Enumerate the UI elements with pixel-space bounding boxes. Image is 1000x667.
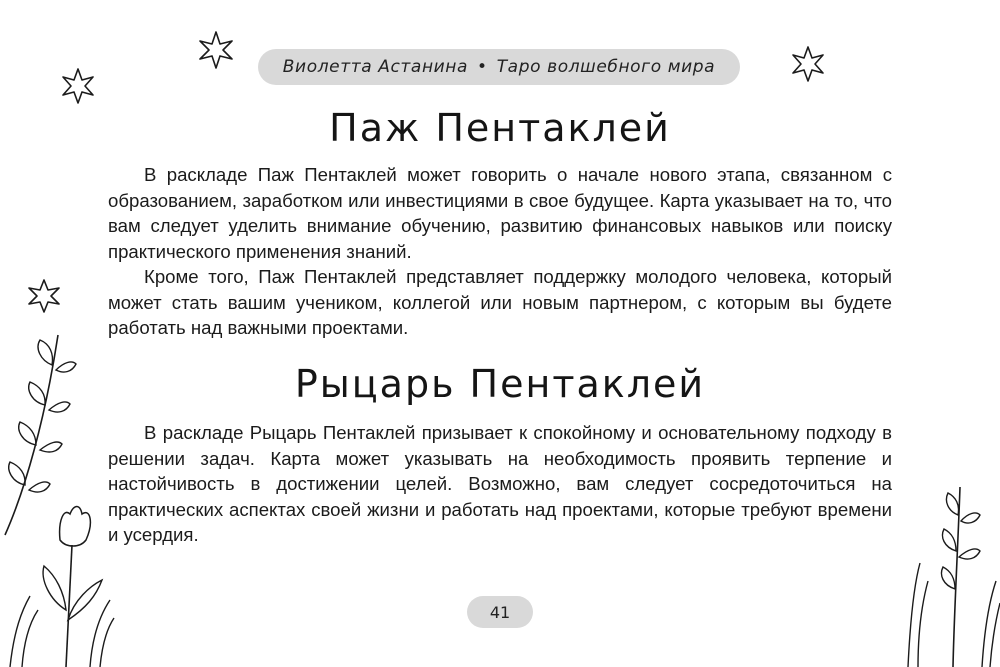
tulip-flower-icon <box>0 500 120 667</box>
grass-blades-icon <box>898 485 1000 667</box>
paragraph: Кроме того, Паж Пентаклей представляет поддержку молодого человека, который может стать вашим учеником, коллегой или новым партнером, с которым вы будете работать над важными проектами. <box>108 266 892 338</box>
sparkle-star-icon <box>788 44 828 84</box>
header-author: Виолетта Астанина <box>282 57 469 77</box>
sparkle-star-icon <box>196 30 236 70</box>
sparkle-star-icon <box>24 276 64 316</box>
section-body-knight-of-pentacles <box>108 420 892 548</box>
page-number: 41 <box>467 596 533 628</box>
section-title-page-of-pentacles: Паж Пентаклей <box>329 106 671 150</box>
section-body-page-of-pentacles <box>108 162 892 341</box>
running-header <box>258 49 740 85</box>
header-book-title: Таро волшебного мира <box>496 57 716 77</box>
paragraph: В раскладе Паж Пентаклей может говорить о начале нового этапа, связанном с образованием, заработком или инвестициями в свое будущее. Карта указывает на то, что вам следует уделить внимание обучению, развитию финансовых навыков или поиску практического применения знаний. <box>108 164 892 262</box>
paragraph: В раскладе Рыцарь Пентаклей призывает к спокойному и основательному подходу в решении задач. Карта может указывать на необходимость проявить терпение и настойчивость в достижении целей. Возможно, вам следует сосредоточиться на практических аспектах своей жизни и работать над проектами, которые требуют времени и усердия. <box>108 422 892 545</box>
header-separator: • <box>477 57 488 77</box>
sparkle-star-icon <box>58 66 98 106</box>
section-title-knight-of-pentacles: Рыцарь Пентаклей <box>294 362 706 406</box>
